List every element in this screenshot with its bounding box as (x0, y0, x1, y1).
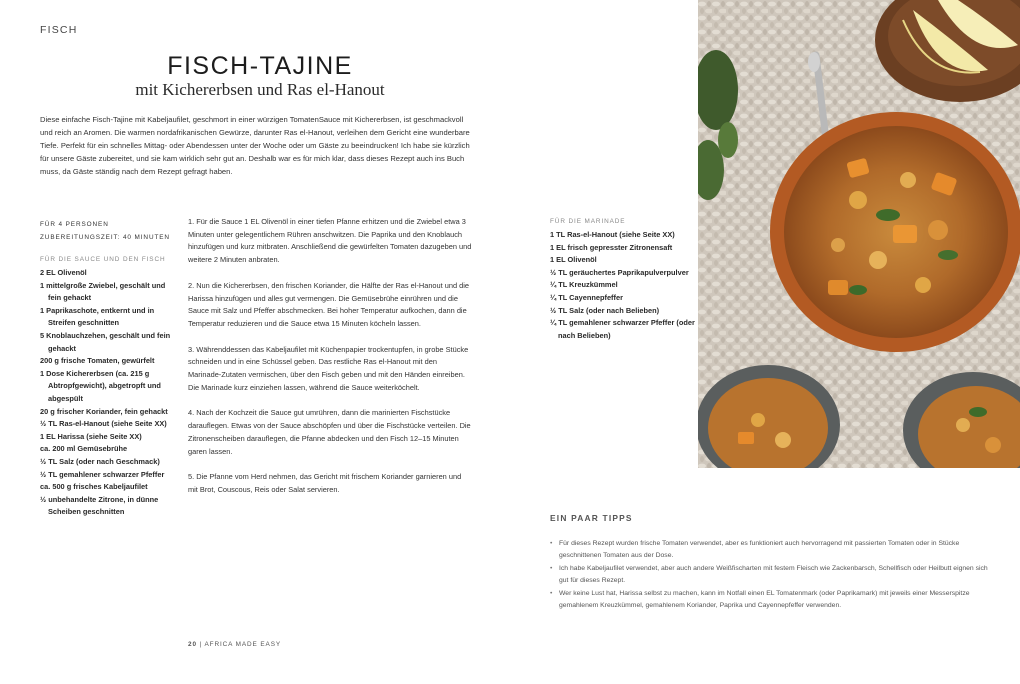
section-label: FISCH (40, 24, 78, 36)
prep-time-label: ZUBEREITUNGSZEIT: 40 MINUTEN (40, 234, 170, 241)
food-photo (698, 0, 1020, 468)
ingredient-item: 200 g frische Tomaten, gewürfelt (40, 356, 155, 366)
ingredient-item: 1 Paprikaschote, entkernt und in Streifen geschnitten (40, 305, 155, 328)
page-footer (188, 641, 281, 648)
ingredient-item: 1 Dose Kichererbsen (ca. 215 g Abtropfgewicht), abgetropft und abgespült (40, 368, 161, 403)
marinade-item: 1 EL Olivenöl (550, 255, 597, 265)
recipe-title: FISCH-TAJINE (167, 52, 353, 80)
marinade-list (550, 229, 698, 342)
intro-paragraph: Diese einfache Fisch-Tajine mit Kabeljaufilet, geschmort in einer würzigen TomatenSauce mit Kichererbsen, ist geschmackvoll und reich an Aromen. Die warmen nordafrikanischen Gewürze, darunter Ras el-Hanout, verleihen dem Gericht eine wunderbare Tiefe. Perfekt für ein schnelles Mittag- oder Abendessen unter der Woche oder um Gäste zu beeindrucken! Ich habe sie kürzlich für unsere Gäste zubereitet, und sie kam wirklich sehr gut an. Deshalb war es für mich klar, dass dieses Rezept auch ins Buch muss, da Gäste ständig nach dem Rezept gefragt haben. (40, 115, 470, 176)
tip-item: • Wer keine Lust hat, Harissa selbst zu machen, kann im Notfall einen EL Tomatenmark (oder Paprikamark) mit jeweils einer Messerspitze gemahlenem Kreuzkümmel, gemahlenem Koriander, Paprika und Cayennepfeffer verwenden. (550, 588, 990, 613)
marinade-item: ¼ TL Kreuzkümmel (550, 280, 618, 290)
marinade-heading: FÜR DIE MARINADE (550, 218, 626, 225)
ingredient-item: ca. 200 ml Gemüsebrühe (40, 444, 128, 454)
marinade-item: ½ TL Salz (oder nach Belieben) (550, 305, 660, 315)
method-step: 2. Nun die Kichererbsen, den frischen Koriander, die Hälfte der Ras el-Hanout und die Harissa hinzufügen und alles gut vermengen. Die Gemüsebrühe einrühren und die Sauce mit Salz und Pfeffer abschmecken. Bei hoher Temperatur aufkochen, dann die Temperatur reduzieren und die Sauce etwa 15 Minuten köcheln lassen. (188, 280, 470, 328)
book-title: AFRICA MADE EASY (204, 641, 282, 648)
method-steps (188, 216, 472, 510)
ingredient-item: ½ TL Ras-el-Hanout (siehe Seite XX) (40, 419, 167, 429)
method-step: 5. Die Pfanne vom Herd nehmen, das Gericht mit frischem Koriander garnieren und mit Brot, Couscous, Reis oder Salat servieren. (188, 472, 462, 494)
method-step: 4. Nach der Kochzeit die Sauce gut umrühren, dann die marinierten Fischstücke darauflegen. Etwas von der Sauce abschöpfen und über die Fischstücke verteilen. Die Zitronenscheiben darauflegen, die Pfanne abdecken und den Fisch 12–15 Minuten garen lassen. (188, 408, 471, 456)
method-step: 3. Währenddessen das Kabeljaufilet mit Küchenpapier trockentupfen, in grobe Stücke schneiden und in eine Schüssel geben. Das restliche Ras el-Hanout mit den Marinade-Zutaten vermischen, über den Fisch geben und mit den Händen einreiben. Die Marinade kurz einziehen lassen, während die Sauce weiterköchelt. (188, 344, 469, 392)
ingredient-item: 1 EL Harissa (siehe Seite XX) (40, 431, 142, 441)
marinade-item: ½ TL geräuchertes Paprikapulverpulver (550, 267, 689, 277)
recipe-subtitle: mit Kichererbsen und Ras el-Hanout (135, 80, 385, 99)
tips-heading: EIN PAAR TIPPS (550, 513, 633, 523)
ingredient-item: ca. 500 g frisches Kabeljaufilet (40, 482, 148, 492)
marinade-item: ¼ TL gemahlener schwarzer Pfeffer (oder nach Belieben) (550, 318, 695, 340)
footer-divider: | (199, 641, 205, 648)
marinade-item: 1 EL frisch gepresster Zitronensaft (550, 242, 673, 252)
recipe-meta (40, 218, 170, 244)
ingredient-item: ½ unbehandelte Zitrone, in dünne Scheiben geschnitten (40, 494, 159, 517)
servings-label: FÜR 4 PERSONEN (40, 221, 109, 228)
ingredient-item: 20 g frischer Koriander, fein gehackt (40, 406, 168, 416)
ingredient-item: ½ TL Salz (oder nach Geschmack) (40, 456, 160, 466)
page-number: 20 (188, 641, 197, 648)
tip-item: • Für dieses Rezept wurden frische Tomaten verwendet, aber es funktioniert auch hervorragend mit passierten Tomaten oder in Stücke geschnittenen Tomaten aus der Dose. (550, 538, 990, 563)
tip-item: • Ich habe Kabeljaufilet verwendet, aber auch andere Weißfischarten mit festem Fleisch wie Zackenbarsch, Schellfisch oder Heilbutt eignen sich gut für dieses Rezept. (550, 563, 990, 588)
ingredient-item: 5 Knoblauchzehen, geschält und fein gehackt (40, 330, 171, 353)
ingredients-list (40, 267, 180, 519)
method-step: 1. Für die Sauce 1 EL Olivenöl in einer tiefen Pfanne erhitzen und die Zwiebel etwa 3 Minuten unter gelegentlichem Rühren anschwitzen. Die Paprika und den Knoblauch hinzufügen und kurz mitbraten. Anschließend die gewürfelten Tomaten dazugeben und weitere 2 Minuten anbraten. (188, 217, 472, 265)
marinade-item: ¼ TL Cayennepfeffer (550, 292, 623, 302)
ingredient-item: 2 EL Olivenöl (40, 268, 87, 277)
ingredient-item: 1 mittelgroße Zwiebel, geschält und fein gehackt (40, 280, 166, 303)
ingredient-item: ½ TL gemahlener schwarzer Pfeffer (40, 469, 165, 479)
ingredients-heading: FÜR DIE SAUCE UND DEN FISCH (40, 256, 166, 263)
marinade-item: 1 TL Ras-el-Hanout (siehe Seite XX) (550, 230, 675, 239)
tips-list (550, 538, 990, 612)
